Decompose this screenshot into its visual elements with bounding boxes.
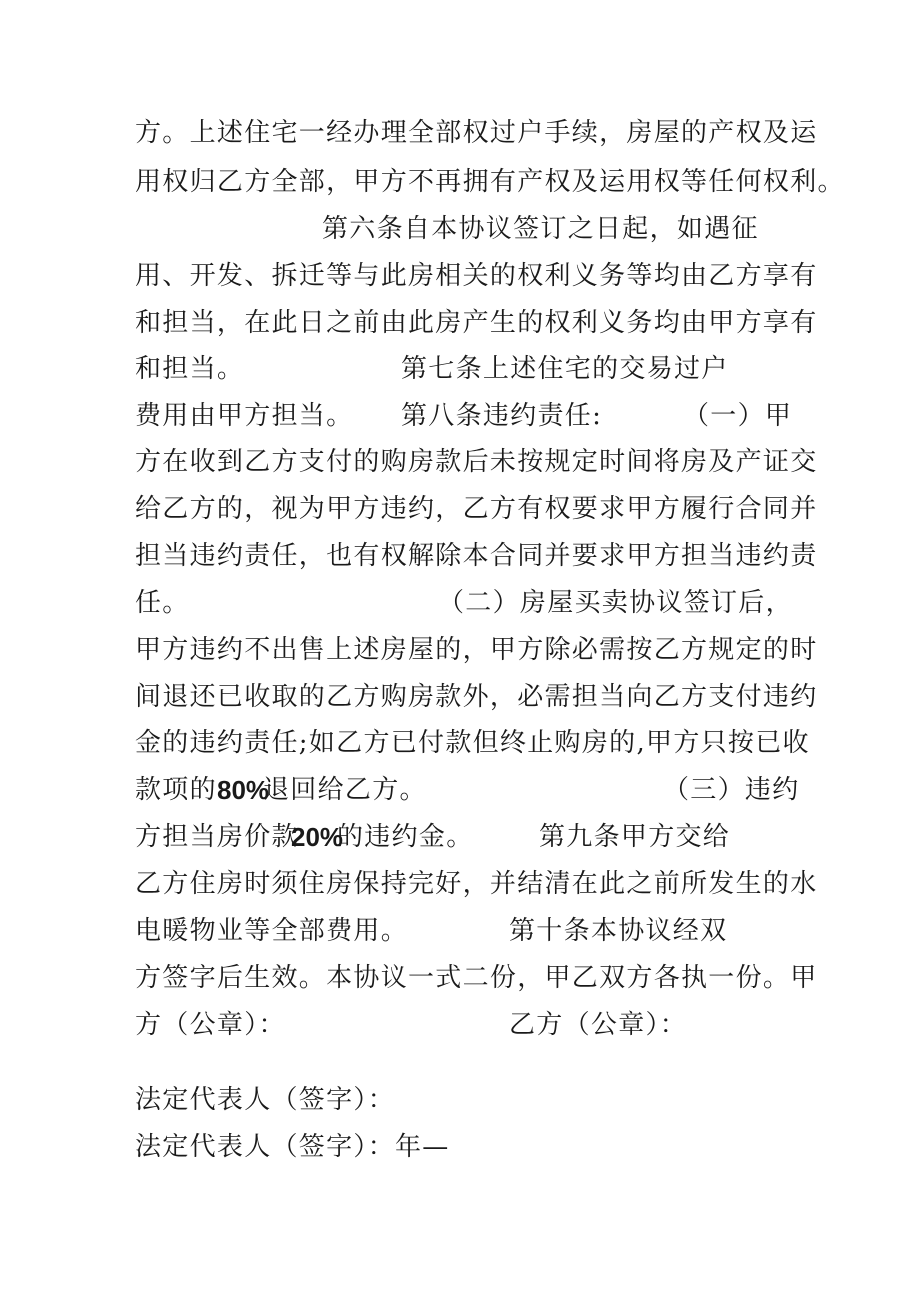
refund-percentage: 80% xyxy=(217,775,270,805)
clause-six-start: 第六条自本协议签订之日起，如遇征 xyxy=(322,214,759,244)
text-line-17 xyxy=(135,868,818,900)
clause-six-body-2: 和担当，在此日之前由此房产生的权利义务均由甲方享有 xyxy=(135,308,818,338)
clause-eight-item-1-start: （一）甲 xyxy=(683,401,793,431)
clause-eight-item-1-end: 任。 xyxy=(135,588,190,618)
text-line-21 xyxy=(135,1084,395,1116)
text-line-22 xyxy=(135,1131,450,1163)
clause-nine-start: 第九条甲方交给 xyxy=(539,822,731,852)
party-b-seal-label: 乙方（公章）： xyxy=(509,1010,688,1040)
clause-five-end: 方。上述住宅一经办理全部权过户手续，房屋的产权及运 xyxy=(135,118,818,148)
clause-eight-item-2-prefix: 款项的 xyxy=(135,775,217,805)
clause-eight-title: 第八条违约责任: xyxy=(401,401,603,431)
clause-eight-item-1-body-3: 担当违约责任，也有权解除本合同并要求甲方担当违约责 xyxy=(135,541,818,571)
text-line-10 xyxy=(135,540,818,572)
clause-eight-item-2-start: （二）房屋买卖协议签订后， xyxy=(438,588,793,618)
text-line-19 xyxy=(135,962,818,994)
text-line-8 xyxy=(135,446,818,478)
text-line-9 xyxy=(135,493,818,525)
clause-eight-item-1-body: 方在收到乙方支付的购房款后未按规定时间将房及产证交 xyxy=(135,447,818,477)
clause-seven-end: 费用由甲方担当。 xyxy=(135,401,354,431)
text-line-4 xyxy=(135,260,818,292)
clause-eight-item-1-body-2: 给乙方的，视为甲方违约，乙方有权要求甲方履行合同并 xyxy=(135,494,818,524)
clause-eight-item-2-body-3: 金的违约责任;如乙方已付款但终止购房的,甲方只按已收 xyxy=(135,728,810,758)
text-line-14 xyxy=(135,727,810,759)
clause-eight-item-2-body-2: 间退还已收取的乙方购房款外，必需担当向乙方支付违约 xyxy=(135,682,818,712)
clause-five-rights: 用权归乙方全部，甲方不再拥有产权及运用权等任何权利。 xyxy=(135,167,845,197)
clause-eight-item-2-body: 甲方违约不出售上述房屋的，甲方除必需按乙方规定的时 xyxy=(135,635,818,665)
party-b-representative-label: 法定代表人（签字）：年— xyxy=(135,1132,450,1162)
clause-ten-start: 第十条本协议经双 xyxy=(509,916,728,946)
text-line-2 xyxy=(135,166,845,198)
clause-ten-body: 方签字后生效。本协议一式二份，甲乙双方各执一份。甲 xyxy=(135,963,818,993)
clause-eight-item-2-end: 退回给乙方。 xyxy=(263,775,427,805)
text-line-1 xyxy=(135,117,818,149)
clause-eight-item-3-start: （三）违约 xyxy=(663,775,800,805)
party-a-representative-label: 法定代表人（签字）： xyxy=(135,1085,396,1115)
text-line-13 xyxy=(135,681,818,713)
clause-six-body: 用、开发、拆迁等与此房相关的权利义务等均由乙方享有 xyxy=(135,261,818,291)
clause-nine-end: 电暖物业等全部费用。 xyxy=(135,916,409,946)
clause-eight-item-3-prefix: 方担当房价款 xyxy=(135,822,299,852)
clause-six-end: 和担当。 xyxy=(135,354,245,384)
clause-eight-item-3-end: 的违约金。 xyxy=(337,822,474,852)
text-line-5 xyxy=(135,307,818,339)
penalty-percentage: 20% xyxy=(291,822,344,852)
party-a-seal-label: 方（公章）： xyxy=(135,1010,286,1040)
text-line-12 xyxy=(135,634,818,666)
clause-nine-body: 乙方住房时须住房保持完好，并结清在此之前所发生的水 xyxy=(135,869,818,899)
clause-seven-start: 第七条上述住宅的交易过户 xyxy=(401,354,729,384)
